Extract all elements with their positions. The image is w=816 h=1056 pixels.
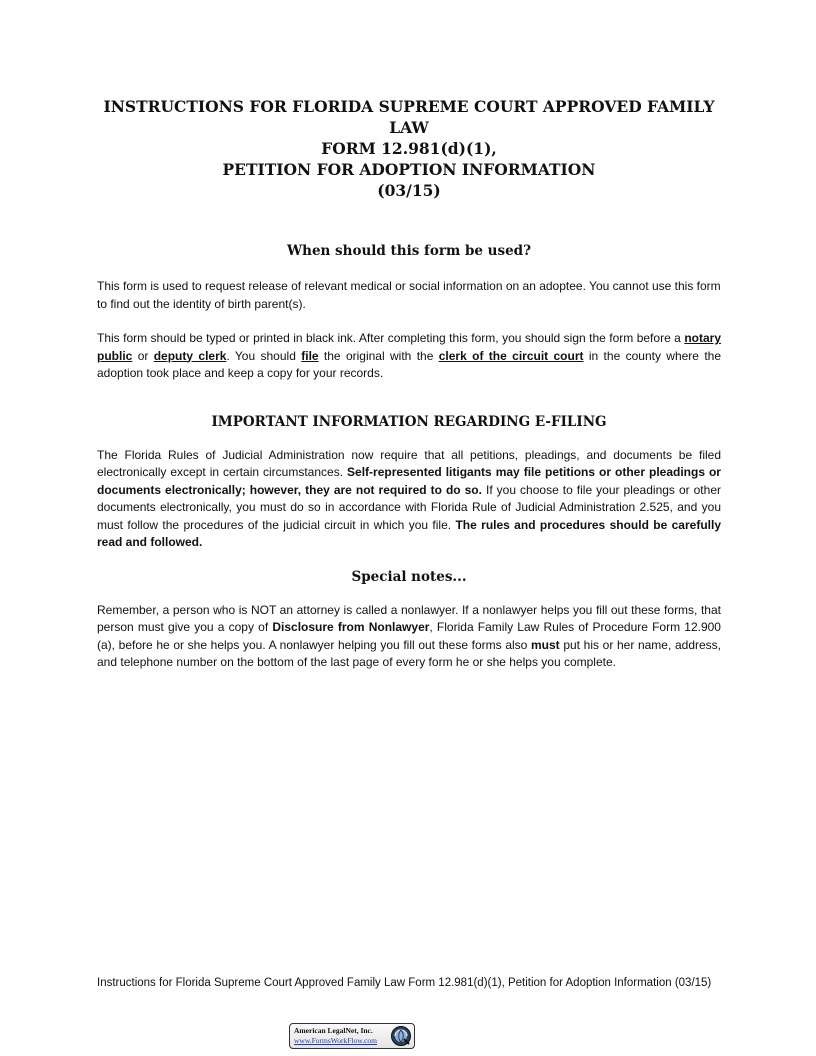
text-run: in the county where the adoption took place and keep a copy for your records. (97, 348, 722, 380)
when-used-paragraph-2 (97, 330, 721, 383)
file-term: file (301, 348, 319, 363)
document-page (97, 96, 721, 672)
special-notes-heading: Special notes... (351, 568, 467, 585)
deputy-clerk-term: deputy clerk (153, 348, 227, 363)
text-run: Remember, a person who is NOT an attorney is called a nonlawyer. If a nonlawyer helps you fill out these forms, that person must give you a copy of (97, 602, 721, 634)
efiling-bold-notice: Self-represented litigants may file petitions or other pleadings or documents electronically; however, they are not required to do so. (97, 465, 721, 497)
title-line-3: PETITION FOR ADOPTION INFORMATION (222, 160, 596, 179)
text-run: , Florida Family Law Rules of Procedure Form 12.900 (a), before he or she helps you. A nonlawyer helping you fill out these forms also (97, 620, 721, 652)
text-run: This form should be typed or printed in black ink. After completing this form, you should sign the form before a (97, 331, 685, 345)
text-run: or (132, 348, 154, 363)
when-used-paragraph-1: This form is used to request release of relevant medical or social information on an adoptee. You cannot use this form to find out the identity of birth parent(s). (97, 279, 721, 311)
title-line-2: FORM 12.981(d)(1), (321, 139, 497, 158)
badge-company-name: American LegalNet, Inc. (294, 1026, 373, 1035)
disclosure-from-nonlawyer-term: Disclosure from Nonlawyer (272, 620, 430, 634)
title-line-1: INSTRUCTIONS FOR FLORIDA SUPREME COURT APPROVED FAMILY LAW (103, 97, 715, 137)
efiling-bold-rules: The rules and procedures should be carefully read and followed. (97, 517, 721, 549)
page-footer: Instructions for Florida Supreme Court Approved Family Law Form 12.981(d)(1), Petition for Adoption Information (03/15) (97, 977, 712, 989)
text-run: . You should (226, 348, 302, 363)
page-title (97, 96, 721, 201)
efiling-heading: IMPORTANT INFORMATION REGARDING E-FILING (211, 413, 607, 430)
title-line-4: (03/15) (377, 181, 441, 200)
badge-url-link[interactable]: www.FormsWorkFlow.com (294, 1036, 378, 1045)
when-used-heading: When should this form be used? (286, 243, 532, 259)
must-term: must (531, 637, 560, 652)
globe-icon (390, 1025, 412, 1047)
clerk-of-circuit-court-term: clerk of the circuit court (438, 348, 584, 363)
american-legalnet-badge[interactable] (289, 1023, 415, 1049)
text-run: put his or her name, address, and telephone number on the bottom of the last page of every form he or she helps you complete. (97, 637, 721, 669)
special-notes-paragraph (97, 602, 721, 672)
text-run: If you choose to file your pleadings or other documents electronically, you must do so in accordance with Florida Rule of Judicial Administration 2.525, and you must follow the procedures of the judicial circuit in which you file. (97, 482, 721, 532)
efiling-paragraph (97, 447, 721, 552)
text-run: the original with the (318, 348, 439, 363)
text-run: The Florida Rules of Judicial Administration now require that all petitions, pleadings, and documents be filed electronically except in certain circumstances. (97, 447, 721, 479)
notary-public-term: notary public (97, 331, 721, 363)
